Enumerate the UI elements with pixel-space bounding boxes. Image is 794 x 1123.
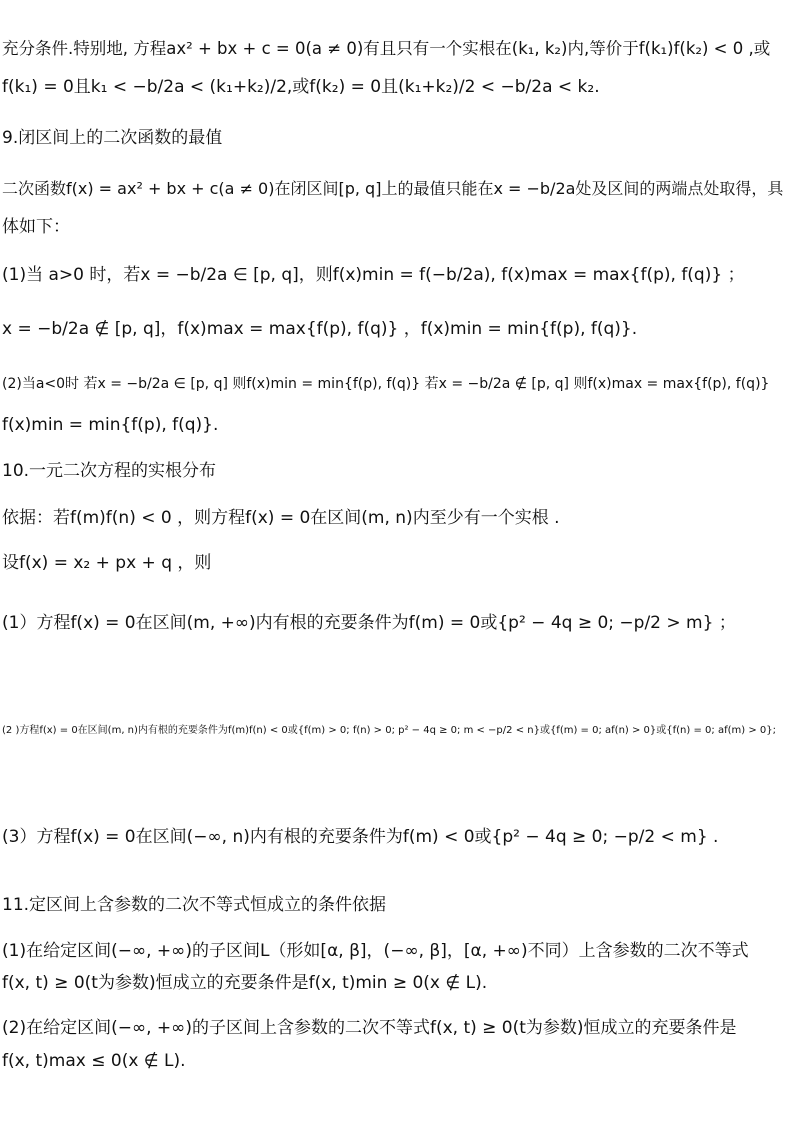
case-1-line-1-text: (1)当 a>0 时，若x = −b/2a ∈ [p, q]，则f(x)min = f(−b/2a), f(x)max = max{f(p), f(q)} ； bbox=[2, 265, 745, 285]
section-11-item-1-line-2 bbox=[2, 972, 487, 994]
section-11-item-2-line-1-text: (2)在给定区间(−∞, +∞)的子区间上含参数的二次不等式f(x, t) ≥ 0(t为参数)恒成立的充要条件是 bbox=[2, 1018, 737, 1038]
section-11-item-2-line-1 bbox=[2, 1017, 737, 1039]
condition-item-2 bbox=[2, 720, 776, 742]
section-heading-11 bbox=[2, 894, 386, 916]
section-9-paragraph-line-2-text: 体如下： bbox=[2, 217, 70, 237]
section-11-item-1-line-1 bbox=[2, 940, 749, 962]
case-2-line-1-text: (2)当a<0时 若x = −b/2a ∈ [p, q] 则f(x)min = min{f(p), f(q)} 若x = −b/2a ∉ [p, q] 则f(x)max = max{f(p), f(q)} bbox=[2, 376, 770, 392]
text-line-2-content: f(k₁) = 0且k₁ < −b/2a < (k₁+k₂)/2,或f(k₂) = 0且(k₁+k₂)/2 < −b/2a < k₂. bbox=[2, 77, 600, 97]
condition-item-3-text: (3）方程f(x) = 0在区间(−∞, n)内有根的充要条件为f(m) < 0或{p² − 4q ≥ 0; −p/2 < m} . bbox=[2, 827, 719, 847]
case-2-line-2 bbox=[2, 414, 218, 436]
text-line-2 bbox=[2, 76, 600, 98]
section-heading-11-text: 11.定区间上含参数的二次不等式恒成立的条件依据 bbox=[2, 895, 387, 915]
section-heading-9 bbox=[2, 127, 222, 149]
section-11-item-1-line-1-text: (1)在给定区间(−∞, +∞)的子区间L（形如[α, β]，(−∞, β]，[α, +∞)不同）上含参数的二次不等式 bbox=[2, 941, 749, 961]
condition-item-1-text: (1）方程f(x) = 0在区间(m, +∞)内有根的充要条件为f(m) = 0或{p² − 4q ≥ 0; −p/2 > m} ； bbox=[2, 613, 736, 633]
case-1-line-2 bbox=[2, 318, 637, 340]
section-11-item-2-line-2 bbox=[2, 1050, 186, 1072]
section-11-item-2-line-2-text: f(x, t)max ≤ 0(x ∉ L). bbox=[2, 1051, 186, 1071]
text-line-1-content: 充分条件.特别地, 方程ax² + bx + c = 0(a ≠ 0)有且只有一个实根在(k₁, k₂)内,等价于f(k₁)f(k₂) < 0 ,或 bbox=[2, 39, 771, 58]
text-line-1 bbox=[2, 38, 770, 60]
section-10-basis-line bbox=[2, 507, 560, 529]
case-2-line-1 bbox=[2, 373, 769, 395]
section-11-item-1-line-2-text: f(x, t) ≥ 0(t为参数)恒成立的充要条件是f(x, t)min ≥ 0(x ∉ L). bbox=[2, 973, 488, 993]
section-10-basis-text: 依据：若f(m)f(n) < 0 ，则方程f(x) = 0在区间(m, n)内至少有一个实根 . bbox=[2, 508, 560, 528]
section-heading-10-text: 10.一元二次方程的实根分布 bbox=[2, 461, 217, 481]
condition-item-1 bbox=[2, 612, 736, 634]
section-9-paragraph-line-1 bbox=[2, 178, 783, 200]
case-2-line-2-text: f(x)min = min{f(p), f(q)}. bbox=[2, 415, 219, 435]
section-10-define-text: 设f(x) = x₂ + px + q ，则 bbox=[2, 553, 212, 573]
section-9-paragraph-line-2 bbox=[2, 216, 70, 238]
condition-item-3 bbox=[2, 826, 718, 848]
section-9-paragraph-line-1-text: 二次函数f(x) = ax² + bx + c(a ≠ 0)在闭区间[p, q]上的最值只能在x = −b/2a处及区间的两端点处取得，具 bbox=[2, 179, 784, 198]
case-1-line-2-text: x = −b/2a ∉ [p, q]，f(x)max = max{f(p), f(q)} ，f(x)min = min{f(p), f(q)}. bbox=[2, 319, 638, 339]
section-heading-9-text: 9.闭区间上的二次函数的最值 bbox=[2, 128, 223, 148]
condition-item-2-text: (2 )方程f(x) = 0在区间(m, n)内有根的充要条件为f(m)f(n) < 0或{f(m) > 0; f(n) > 0; p² − 4q ≥ 0; m < −p/2 < n}或{f(m) = 0; af(n) > 0}或{f(n) = 0; af(m) > 0}; bbox=[2, 725, 776, 736]
section-10-define-line bbox=[2, 552, 211, 574]
case-1-line-1 bbox=[2, 264, 745, 286]
section-heading-10 bbox=[2, 460, 216, 482]
